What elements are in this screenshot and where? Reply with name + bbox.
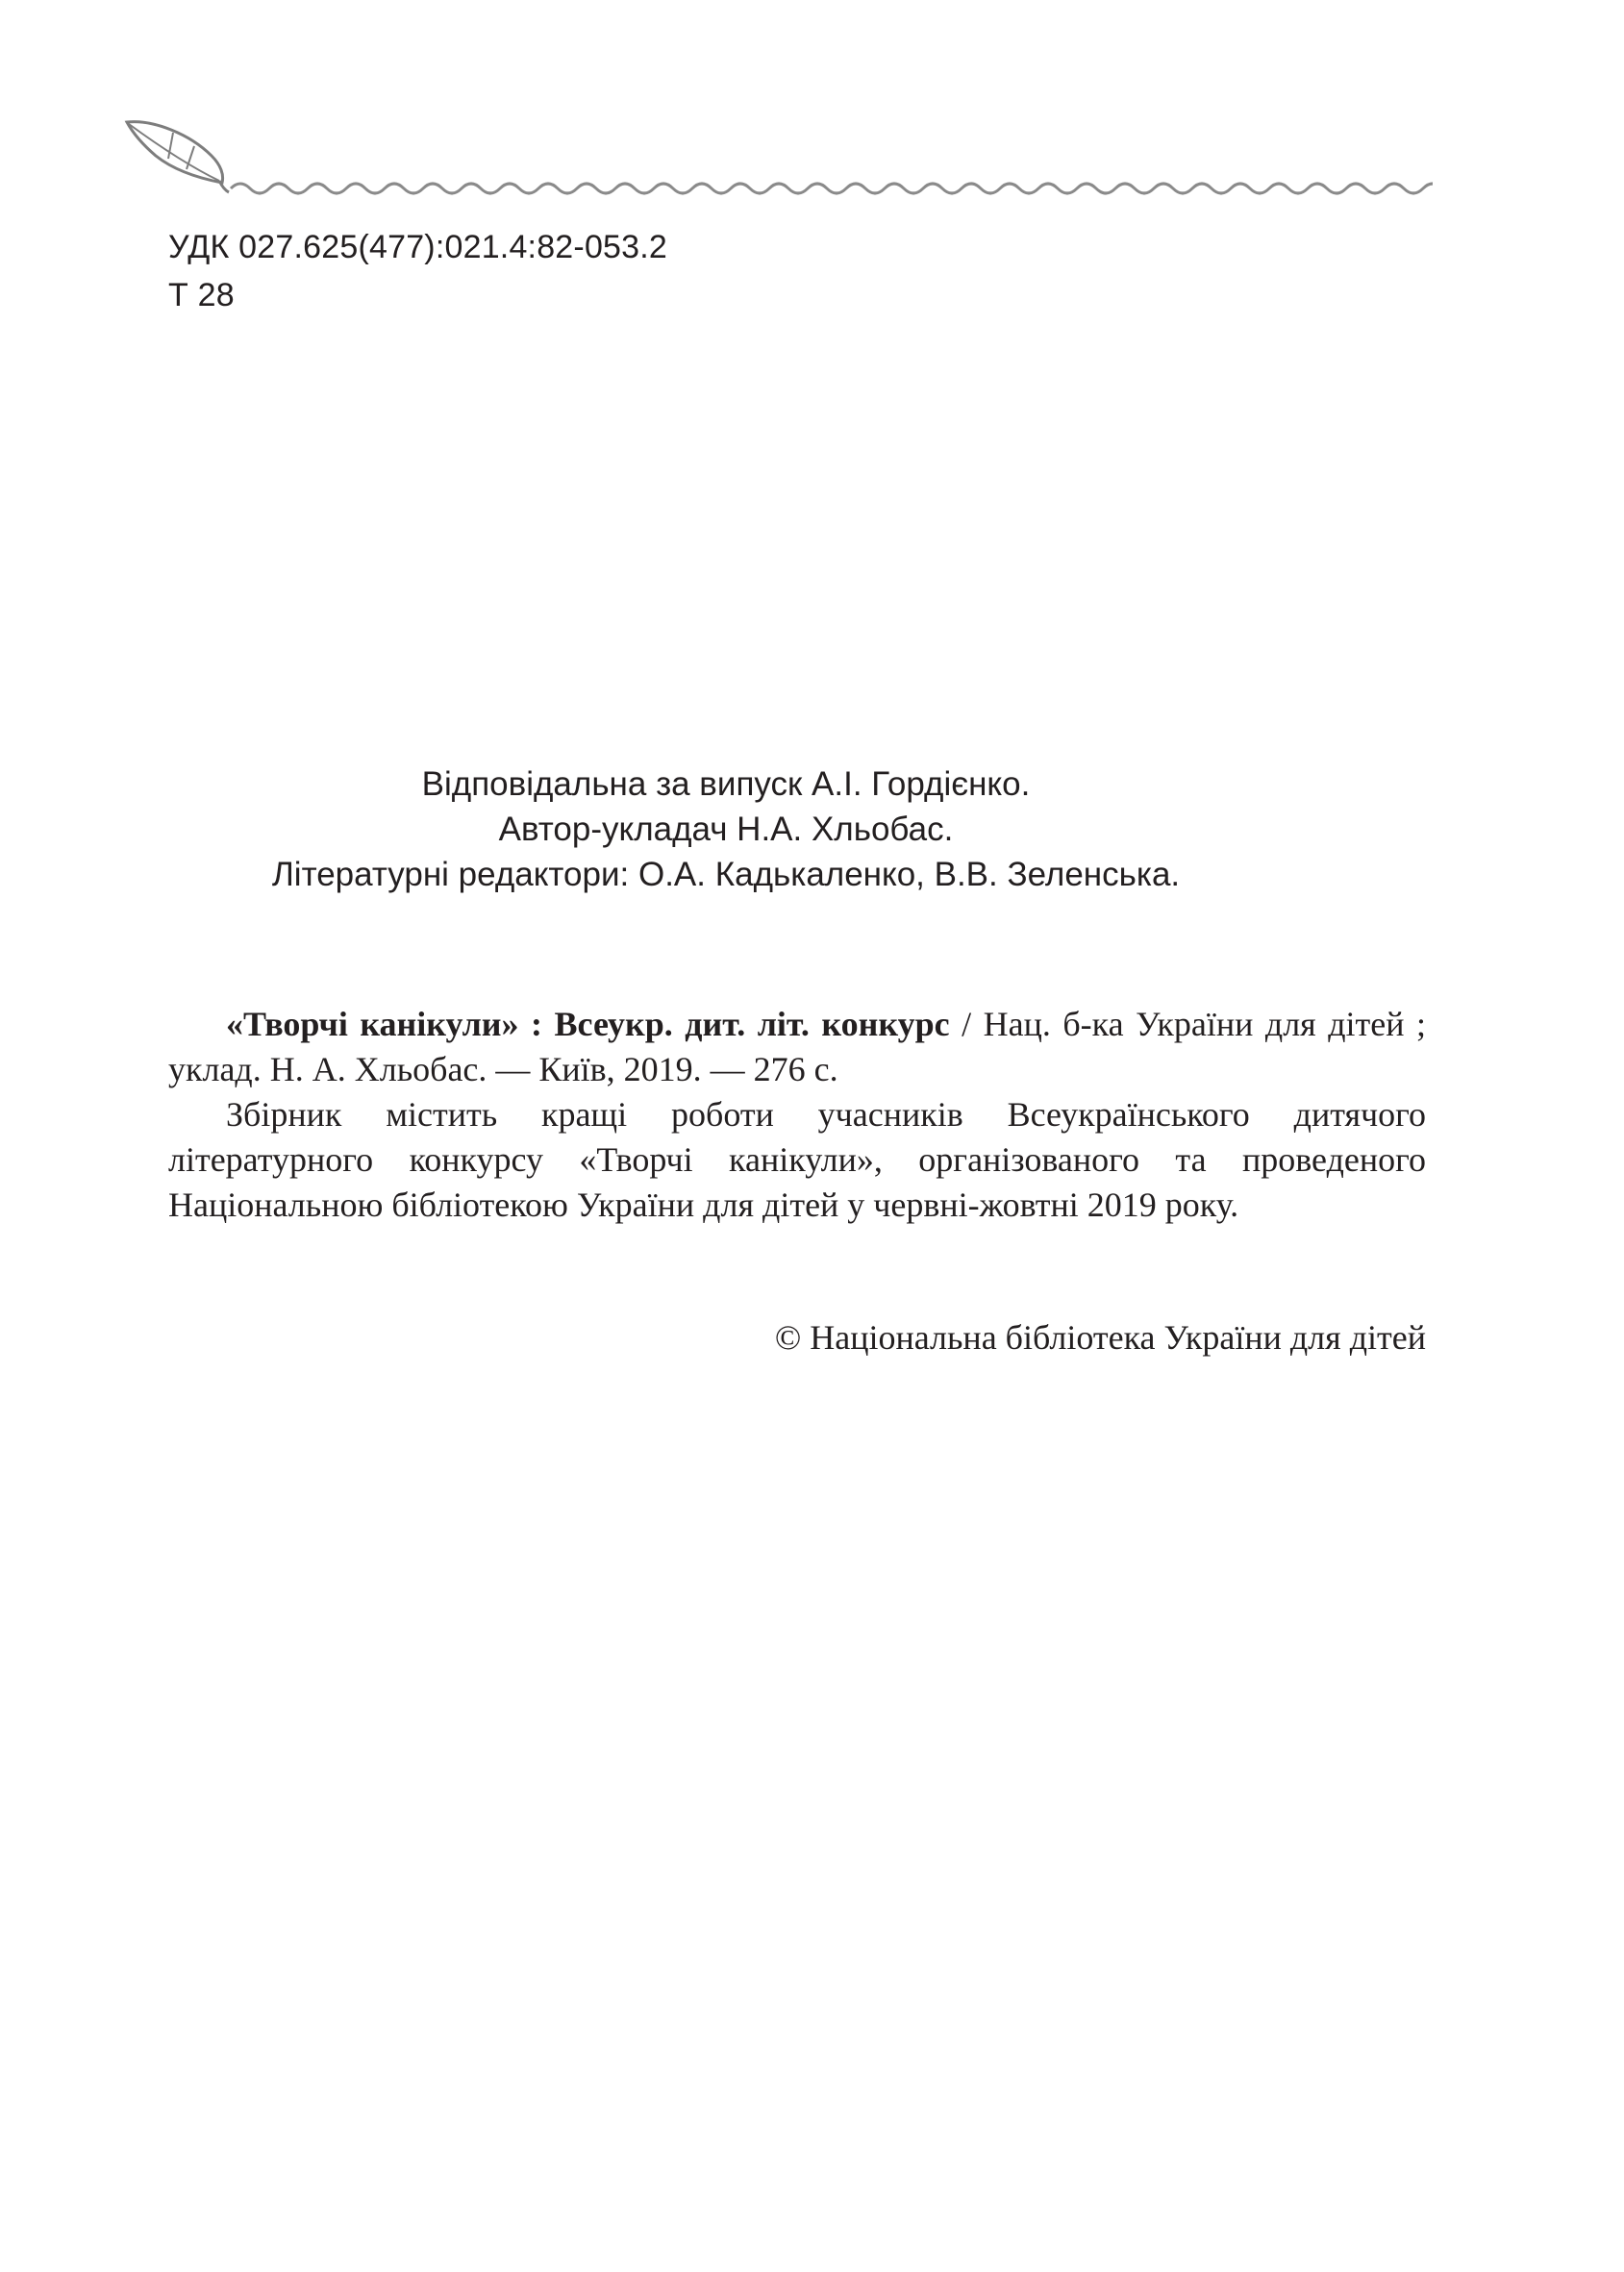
record-details: / Нац. б-ка України для дітей ; уклад. Н. А. Хльобас. — Київ, 2019. — 276 с. [168, 1005, 1427, 1088]
wavy-line [231, 184, 1433, 193]
bibliographic-block [168, 1002, 1426, 1228]
feather-wave-decoration [115, 106, 1433, 202]
record-title: «Творчі канікули» : Всеукр. дит. літ. конкурс [226, 1005, 950, 1043]
compiler-line: Автор-укладач Н.А. Хльобас. [498, 811, 954, 848]
author-sign: Т 28 [168, 277, 235, 313]
udc-code: УДК 027.625(477):021.4:82-053.2 [168, 229, 668, 265]
responsible-line: Відповідальна за випуск А.І. Гордієнко. [421, 765, 1031, 803]
feather-icon [127, 122, 229, 192]
copyright-notice: © Національна бібліотека України для дітей [774, 1318, 1426, 1357]
bibliographic-record [168, 1002, 1426, 1092]
credits-block [168, 761, 1284, 897]
header-ornament [115, 106, 1433, 202]
editors-line: Літературні редактори: О.А. Кадькаленко, В.В. Зеленська. [271, 856, 1181, 893]
annotation: Збірник містить кращі роботи учасників Всеукраїнського дитячого літературного конкурсу «Творчі канікули», організованого та проведеного Національною бібліотекою України для дітей у червні-жовтні 2019 року. [168, 1095, 1426, 1224]
classification-block [168, 223, 667, 319]
